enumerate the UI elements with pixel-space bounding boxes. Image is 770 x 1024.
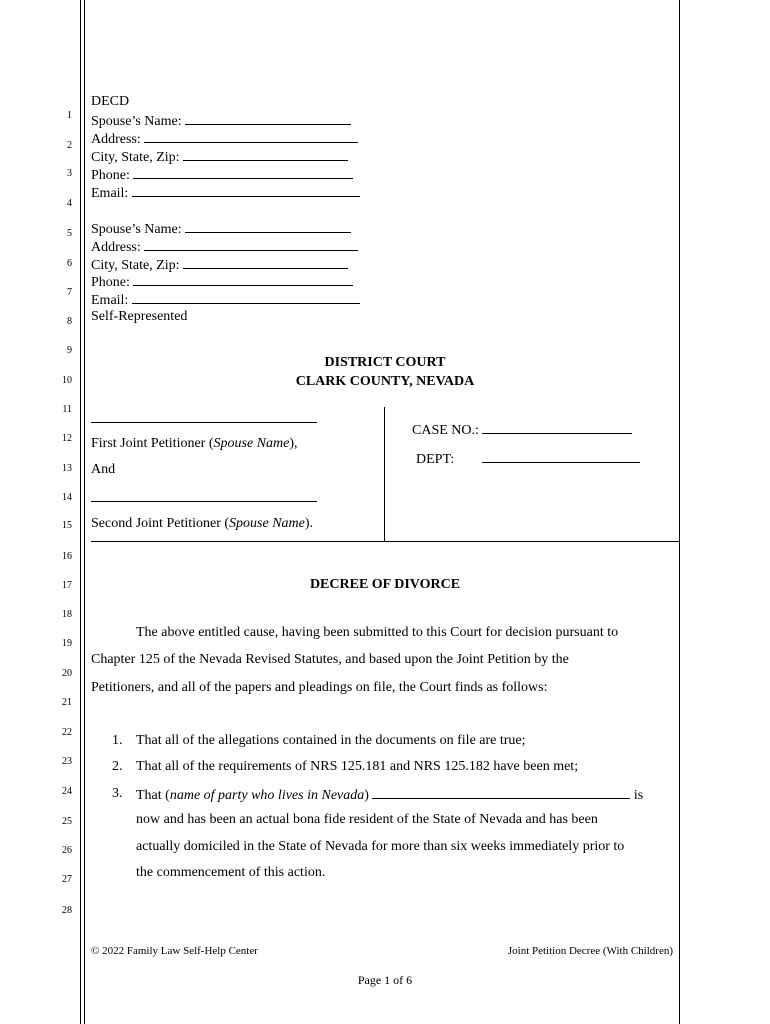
caption-divider-horizontal	[91, 541, 679, 542]
spouse2-city-field: City, State, Zip:	[91, 256, 348, 274]
finding-3-number: 3.	[112, 786, 123, 801]
second-petitioner-label: Second Joint Petitioner (Spouse Name).	[91, 516, 314, 531]
dept-field: DEPT:	[416, 450, 640, 468]
line-number: 12	[62, 433, 72, 444]
spouse1-name-field: Spouse’s Name:	[91, 112, 351, 130]
body-line-2: Chapter 125 of the Nevada Revised Statutes, and based upon the Joint Petition by the	[91, 652, 569, 667]
first-petitioner-label: First Joint Petitioner (Spouse Name),	[91, 436, 298, 451]
spouse2-address-field: Address:	[91, 238, 358, 256]
line-number: 14	[62, 492, 72, 503]
spouse1-address-field: Address:	[91, 130, 358, 148]
spouse1-city-field: City, State, Zip:	[91, 148, 348, 166]
first-petitioner-blank	[91, 422, 317, 423]
page-number: Page 1 of 6	[357, 973, 413, 987]
line-number: 7	[67, 287, 72, 298]
line-number: 11	[62, 404, 72, 415]
decd-label: DECD	[91, 94, 130, 109]
spouse2-email-field: Email:	[91, 291, 360, 309]
line-number: 18	[62, 609, 72, 620]
line-number: 24	[62, 786, 72, 797]
spouse1-phone-field: Phone:	[91, 166, 353, 184]
left-margin-rule-outer	[80, 0, 81, 1024]
line-number: 3	[67, 168, 72, 179]
line-number: 23	[62, 756, 72, 767]
line-number: 6	[67, 258, 72, 269]
finding-3-line-3: actually domiciled in the State of Nevada for more than six weeks immediately prior to	[136, 839, 625, 854]
second-petitioner-blank	[91, 501, 317, 502]
and-label: And	[91, 462, 116, 477]
line-number: 16	[62, 551, 72, 562]
line-number: 17	[62, 580, 72, 591]
finding-2-text: That all of the requirements of NRS 125.181 and NRS 125.182 have been met;	[136, 759, 579, 774]
spouse2-phone-field: Phone:	[91, 273, 353, 291]
left-margin-rule-inner	[84, 0, 85, 1024]
document-title: DECREE OF DIVORCE	[309, 577, 461, 592]
finding-1-number: 1.	[112, 733, 123, 748]
right-margin-rule	[679, 0, 680, 1024]
line-number: 26	[62, 845, 72, 856]
line-number: 19	[62, 638, 72, 649]
line-number: 13	[62, 463, 72, 474]
finding-3-text: That (name of party who lives in Nevada) is	[136, 788, 644, 803]
line-number: 4	[67, 198, 72, 209]
body-line-3: Petitioners, and all of the papers and pleadings on file, the Court finds as follows:	[91, 680, 548, 695]
body-line-1: The above entitled cause, having been submitted to this Court for decision pursuant to	[136, 625, 619, 640]
line-number: 28	[62, 905, 72, 916]
finding-3-line-4: the commencement of this action.	[136, 865, 326, 880]
line-number: 15	[62, 520, 72, 531]
line-number: 22	[62, 727, 72, 738]
footer-copyright: © 2022 Family Law Self-Help Center	[91, 945, 258, 957]
spouse2-name-field: Spouse’s Name:	[91, 220, 351, 238]
line-number: 8	[67, 316, 72, 327]
line-number: 5	[67, 228, 72, 239]
line-number: 21	[62, 697, 72, 708]
line-number: 10	[62, 375, 72, 386]
caption-divider-vertical	[384, 407, 385, 541]
footer-form-title: Joint Petition Decree (With Children)	[507, 945, 673, 957]
court-county: CLARK COUNTY, NEVADA	[295, 374, 475, 389]
line-number: 1	[67, 110, 72, 121]
line-number: 25	[62, 816, 72, 827]
finding-1-text: That all of the allegations contained in the documents on file are true;	[136, 733, 526, 748]
court-name: DISTRICT COURT	[324, 355, 446, 370]
self-represented-label: Self-Represented	[91, 309, 188, 324]
line-number: 27	[62, 874, 72, 885]
line-number: 9	[67, 345, 72, 356]
line-number: 2	[67, 140, 72, 151]
finding-2-number: 2.	[112, 759, 123, 774]
finding-3-line-2: now and has been an actual bona fide resident of the State of Nevada and has been	[136, 812, 598, 827]
spouse1-email-field: Email:	[91, 184, 360, 202]
line-number: 20	[62, 668, 72, 679]
case-number-field: CASE NO.:	[412, 421, 632, 439]
